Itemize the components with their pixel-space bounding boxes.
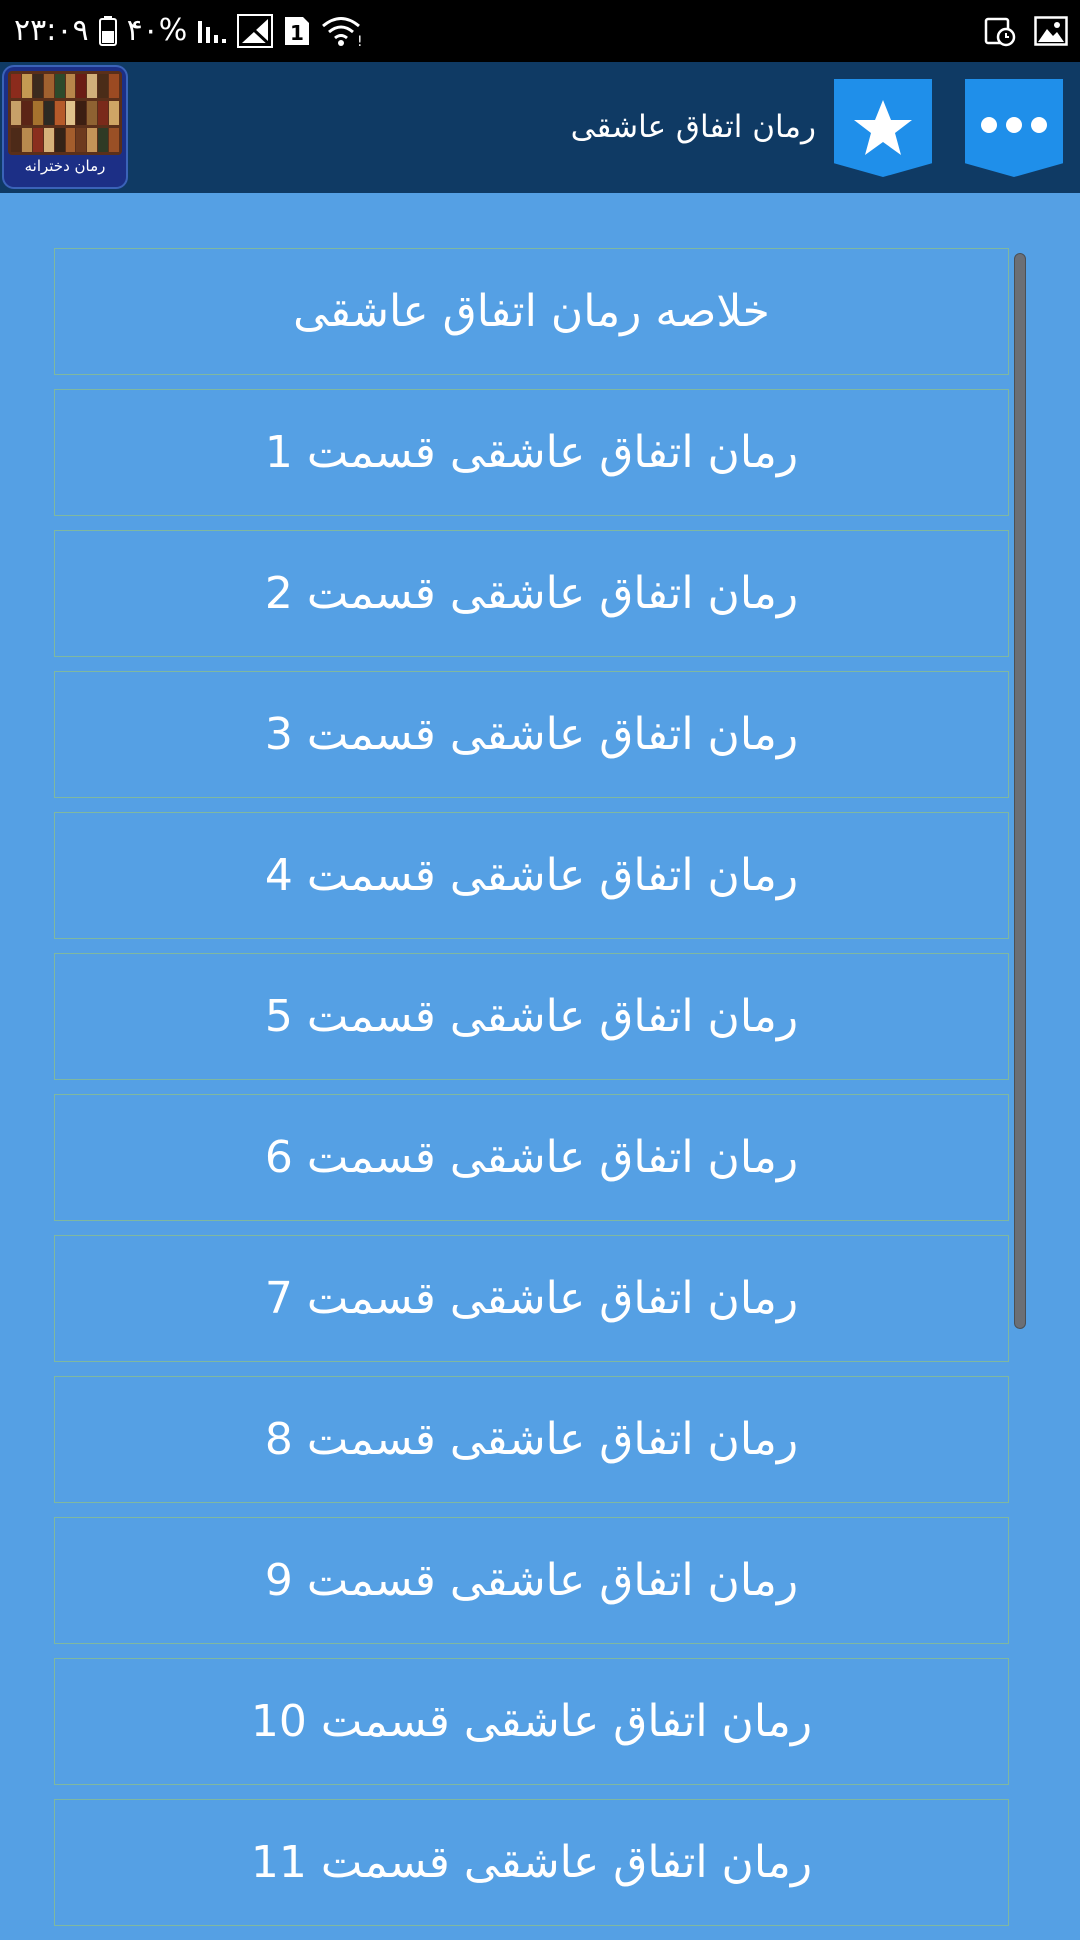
list-item-part-7[interactable] bbox=[54, 1235, 1009, 1362]
favorites-button[interactable] bbox=[834, 79, 932, 177]
list-item-label: رمان اتفاق عاشقی قسمت 3 bbox=[264, 709, 799, 760]
image-notification-icon bbox=[1034, 16, 1068, 46]
list-item-part-8[interactable] bbox=[54, 1376, 1009, 1503]
list-item-part-9[interactable] bbox=[54, 1517, 1009, 1644]
list-item-label: رمان اتفاق عاشقی قسمت 2 bbox=[264, 568, 799, 619]
no-signal-icon bbox=[237, 14, 273, 48]
list-item-part-2[interactable] bbox=[54, 530, 1009, 657]
status-bar-right bbox=[984, 0, 1068, 62]
list-item-part-5[interactable] bbox=[54, 953, 1009, 1080]
list-item-label: رمان اتفاق عاشقی قسمت 10 bbox=[250, 1696, 813, 1747]
chapter-list bbox=[54, 248, 1009, 1940]
list-item-part-11[interactable] bbox=[54, 1799, 1009, 1926]
list-item-part-4[interactable] bbox=[54, 812, 1009, 939]
sim-1-icon bbox=[283, 15, 311, 47]
list-item-summary[interactable] bbox=[54, 248, 1009, 375]
svg-text:!: ! bbox=[357, 34, 363, 50]
signal-icon bbox=[197, 17, 227, 45]
list-item-label: رمان اتفاق عاشقی قسمت 6 bbox=[264, 1132, 799, 1183]
more-dots-icon bbox=[981, 117, 1047, 133]
more-button[interactable] bbox=[965, 79, 1063, 177]
list-item-label: رمان اتفاق عاشقی قسمت 8 bbox=[264, 1414, 799, 1465]
list-item-label: رمان اتفاق عاشقی قسمت 11 bbox=[250, 1837, 813, 1888]
battery-icon bbox=[99, 16, 117, 46]
sim-1-label: 1 bbox=[290, 21, 305, 45]
logo-label: رمان دخترانه bbox=[24, 157, 106, 175]
app-title: رمان اتفاق عاشقی bbox=[570, 109, 816, 145]
list-item-label: رمان اتفاق عاشقی قسمت 7 bbox=[264, 1273, 799, 1324]
list-item-label: خلاصه رمان اتفاق عاشقی bbox=[293, 286, 770, 337]
app-bar bbox=[0, 62, 1080, 193]
scrollbar-thumb[interactable] bbox=[1014, 253, 1026, 1329]
status-bar-left bbox=[14, 0, 361, 62]
list-item-label: رمان اتفاق عاشقی قسمت 4 bbox=[264, 850, 799, 901]
list-item-part-10[interactable] bbox=[54, 1658, 1009, 1785]
list-item-part-1[interactable] bbox=[54, 389, 1009, 516]
app-logo[interactable] bbox=[2, 65, 128, 189]
list-item-label: رمان اتفاق عاشقی قسمت 5 bbox=[264, 991, 799, 1042]
bookshelf-image bbox=[8, 71, 122, 155]
list-item-part-6[interactable] bbox=[54, 1094, 1009, 1221]
list-item-part-3[interactable] bbox=[54, 671, 1009, 798]
status-bar bbox=[0, 0, 1080, 62]
chapter-list-viewport bbox=[0, 193, 1080, 1888]
star-icon bbox=[852, 98, 914, 158]
alarm-icon bbox=[984, 15, 1016, 47]
list-item-label: رمان اتفاق عاشقی قسمت 1 bbox=[264, 427, 799, 478]
list-item-label: رمان اتفاق عاشقی قسمت 9 bbox=[264, 1555, 799, 1606]
status-time: ۲۳:۰۹ bbox=[14, 13, 89, 48]
wifi-icon bbox=[321, 15, 363, 50]
battery-percent: ۴۰% bbox=[126, 13, 188, 48]
